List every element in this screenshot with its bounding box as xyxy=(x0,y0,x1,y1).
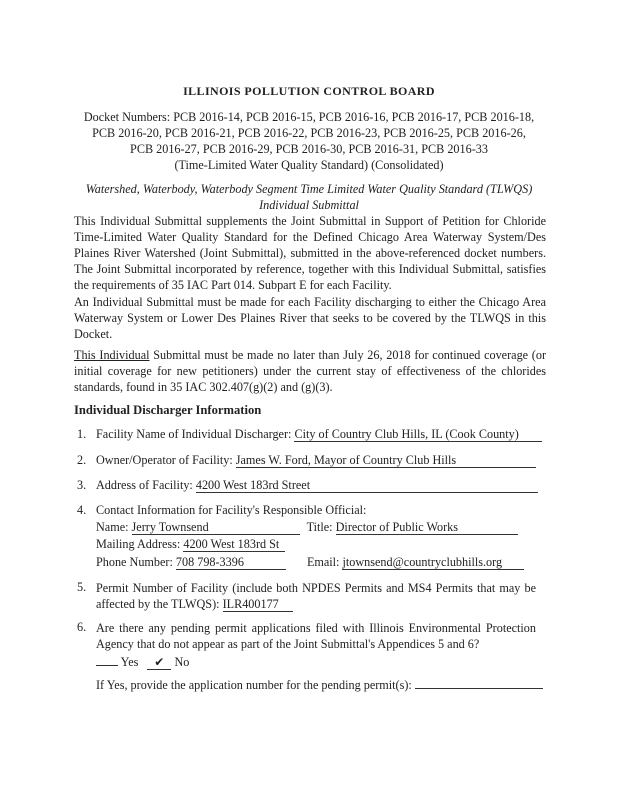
title-field[interactable]: Director of Public Works xyxy=(336,520,518,535)
intro-paragraph: This Individual Submittal supplements the Joint Submittal in Support of Petition for Chloride Time-Limited Water Quality Standard for the Defined Chicago Area Waterway System/Des Plaines River Watershed (Joint Submittal), submitted in the above-referenced docket numbers. The Joint Submittal incorporated by reference, together with this Individual Submittal, satisfies the requirements of 35 IAC Part 014. Subpart E for each Facility. xyxy=(74,214,546,292)
address-row xyxy=(96,478,538,493)
yes-no-row xyxy=(96,655,189,670)
docket-line-1: Docket Numbers: PCB 2016-14, PCB 2016-15, PCB 2016-16, PCB 2016-17, PCB 2016-18, xyxy=(83,110,535,124)
phone-field[interactable]: 708 798-3396 xyxy=(176,555,286,570)
email-label: Email: xyxy=(306,555,340,569)
item-number-1: 1. xyxy=(77,427,87,441)
item-number-4: 4. xyxy=(77,503,87,517)
deadline-text: Submittal must be made no later than July 26, 2018 for continued coverage (or initial coverage for new petitioners) under the current stay of effectiveness of the chlorides standards, found in 35 IAC 302.407(g)(2) and (g)(3). xyxy=(74,348,547,394)
name-field[interactable]: Jerry Townsend xyxy=(132,520,300,535)
deadline-paragraph xyxy=(74,347,546,395)
facility-name-row xyxy=(96,427,542,442)
no-checkbox[interactable]: ✔ xyxy=(147,655,171,670)
title-label: Title: xyxy=(306,520,333,534)
section-heading: Individual Discharger Information xyxy=(74,403,262,417)
docket-line-2: PCB 2016-20, PCB 2016-21, PCB 2016-22, PCB 2016-23, PCB 2016-25, PCB 2016-26, xyxy=(92,126,526,140)
owner-operator-row xyxy=(96,453,536,468)
subtitle-line-1: Watershed, Waterbody, Waterbody Segment Time Limited Water Quality Standard (TLWQS) xyxy=(85,182,533,196)
no-label: No xyxy=(174,655,190,669)
board-title: ILLINOIS POLLUTION CONTROL BOARD xyxy=(183,84,435,98)
requirement-paragraph: An Individual Submittal must be made for each Facility discharging to either the Chicago Area Waterway System or Lower Des Plaines River that seeks to be covered by the TLWQS in this Docket. xyxy=(74,295,546,341)
deadline-lead: This Individual xyxy=(74,348,150,362)
item-number-2: 2. xyxy=(77,453,87,467)
email-field[interactable]: jtownsend@countryclubhills.org xyxy=(342,555,524,570)
docket-line-3: PCB 2016-27, PCB 2016-29, PCB 2016-30, PCB 2016-31, PCB 2016-33 xyxy=(130,142,488,156)
yes-checkbox[interactable] xyxy=(96,665,118,666)
address-field[interactable]: 4200 West 183rd Street xyxy=(196,478,538,493)
yes-label: Yes xyxy=(120,655,139,669)
phone-email-row xyxy=(96,555,524,570)
mailing-address-label: Mailing Address: xyxy=(96,537,181,551)
pending-permit-label: If Yes, provide the application number for the pending permit(s): xyxy=(96,678,412,692)
item-number-5: 5. xyxy=(77,580,87,594)
permit-number-label: Permit Number of Facility (include both NPDES Permits and MS4 Permits that may be affected by the TLWQS): xyxy=(96,581,536,611)
permit-number-field[interactable]: ILR400177 xyxy=(223,598,293,612)
pending-permit-field[interactable] xyxy=(415,688,543,689)
mailing-address-field[interactable]: 4200 West 183rd St xyxy=(183,537,285,552)
facility-name-field[interactable]: City of Country Club Hills, IL (Cook County) xyxy=(294,427,542,442)
permit-number-text xyxy=(96,580,536,612)
pending-applications-question: Are there any pending permit applications filed with Illinois Environmental Protection Agency that do not appear as part of the Joint Submittal's Appendices 5 and 6? xyxy=(96,621,536,651)
phone-label: Phone Number: xyxy=(96,555,173,569)
pending-permit-row xyxy=(96,678,543,693)
name-title-row xyxy=(96,520,518,535)
item-number-3: 3. xyxy=(77,478,87,492)
address-label: Address of Facility: xyxy=(96,478,193,492)
owner-operator-field[interactable]: James W. Ford, Mayor of Country Club Hills xyxy=(236,453,536,468)
contact-heading: Contact Information for Facility's Responsible Official: xyxy=(96,503,367,517)
mailing-address-row xyxy=(96,537,285,552)
facility-name-label: Facility Name of Individual Discharger: xyxy=(96,427,292,441)
docket-line-4: (Time-Limited Water Quality Standard) (Consolidated) xyxy=(174,158,444,172)
name-label: Name: xyxy=(96,520,129,534)
subtitle-line-2: Individual Submittal xyxy=(259,198,359,212)
owner-operator-label: Owner/Operator of Facility: xyxy=(96,453,233,467)
item-number-6: 6. xyxy=(77,620,87,634)
